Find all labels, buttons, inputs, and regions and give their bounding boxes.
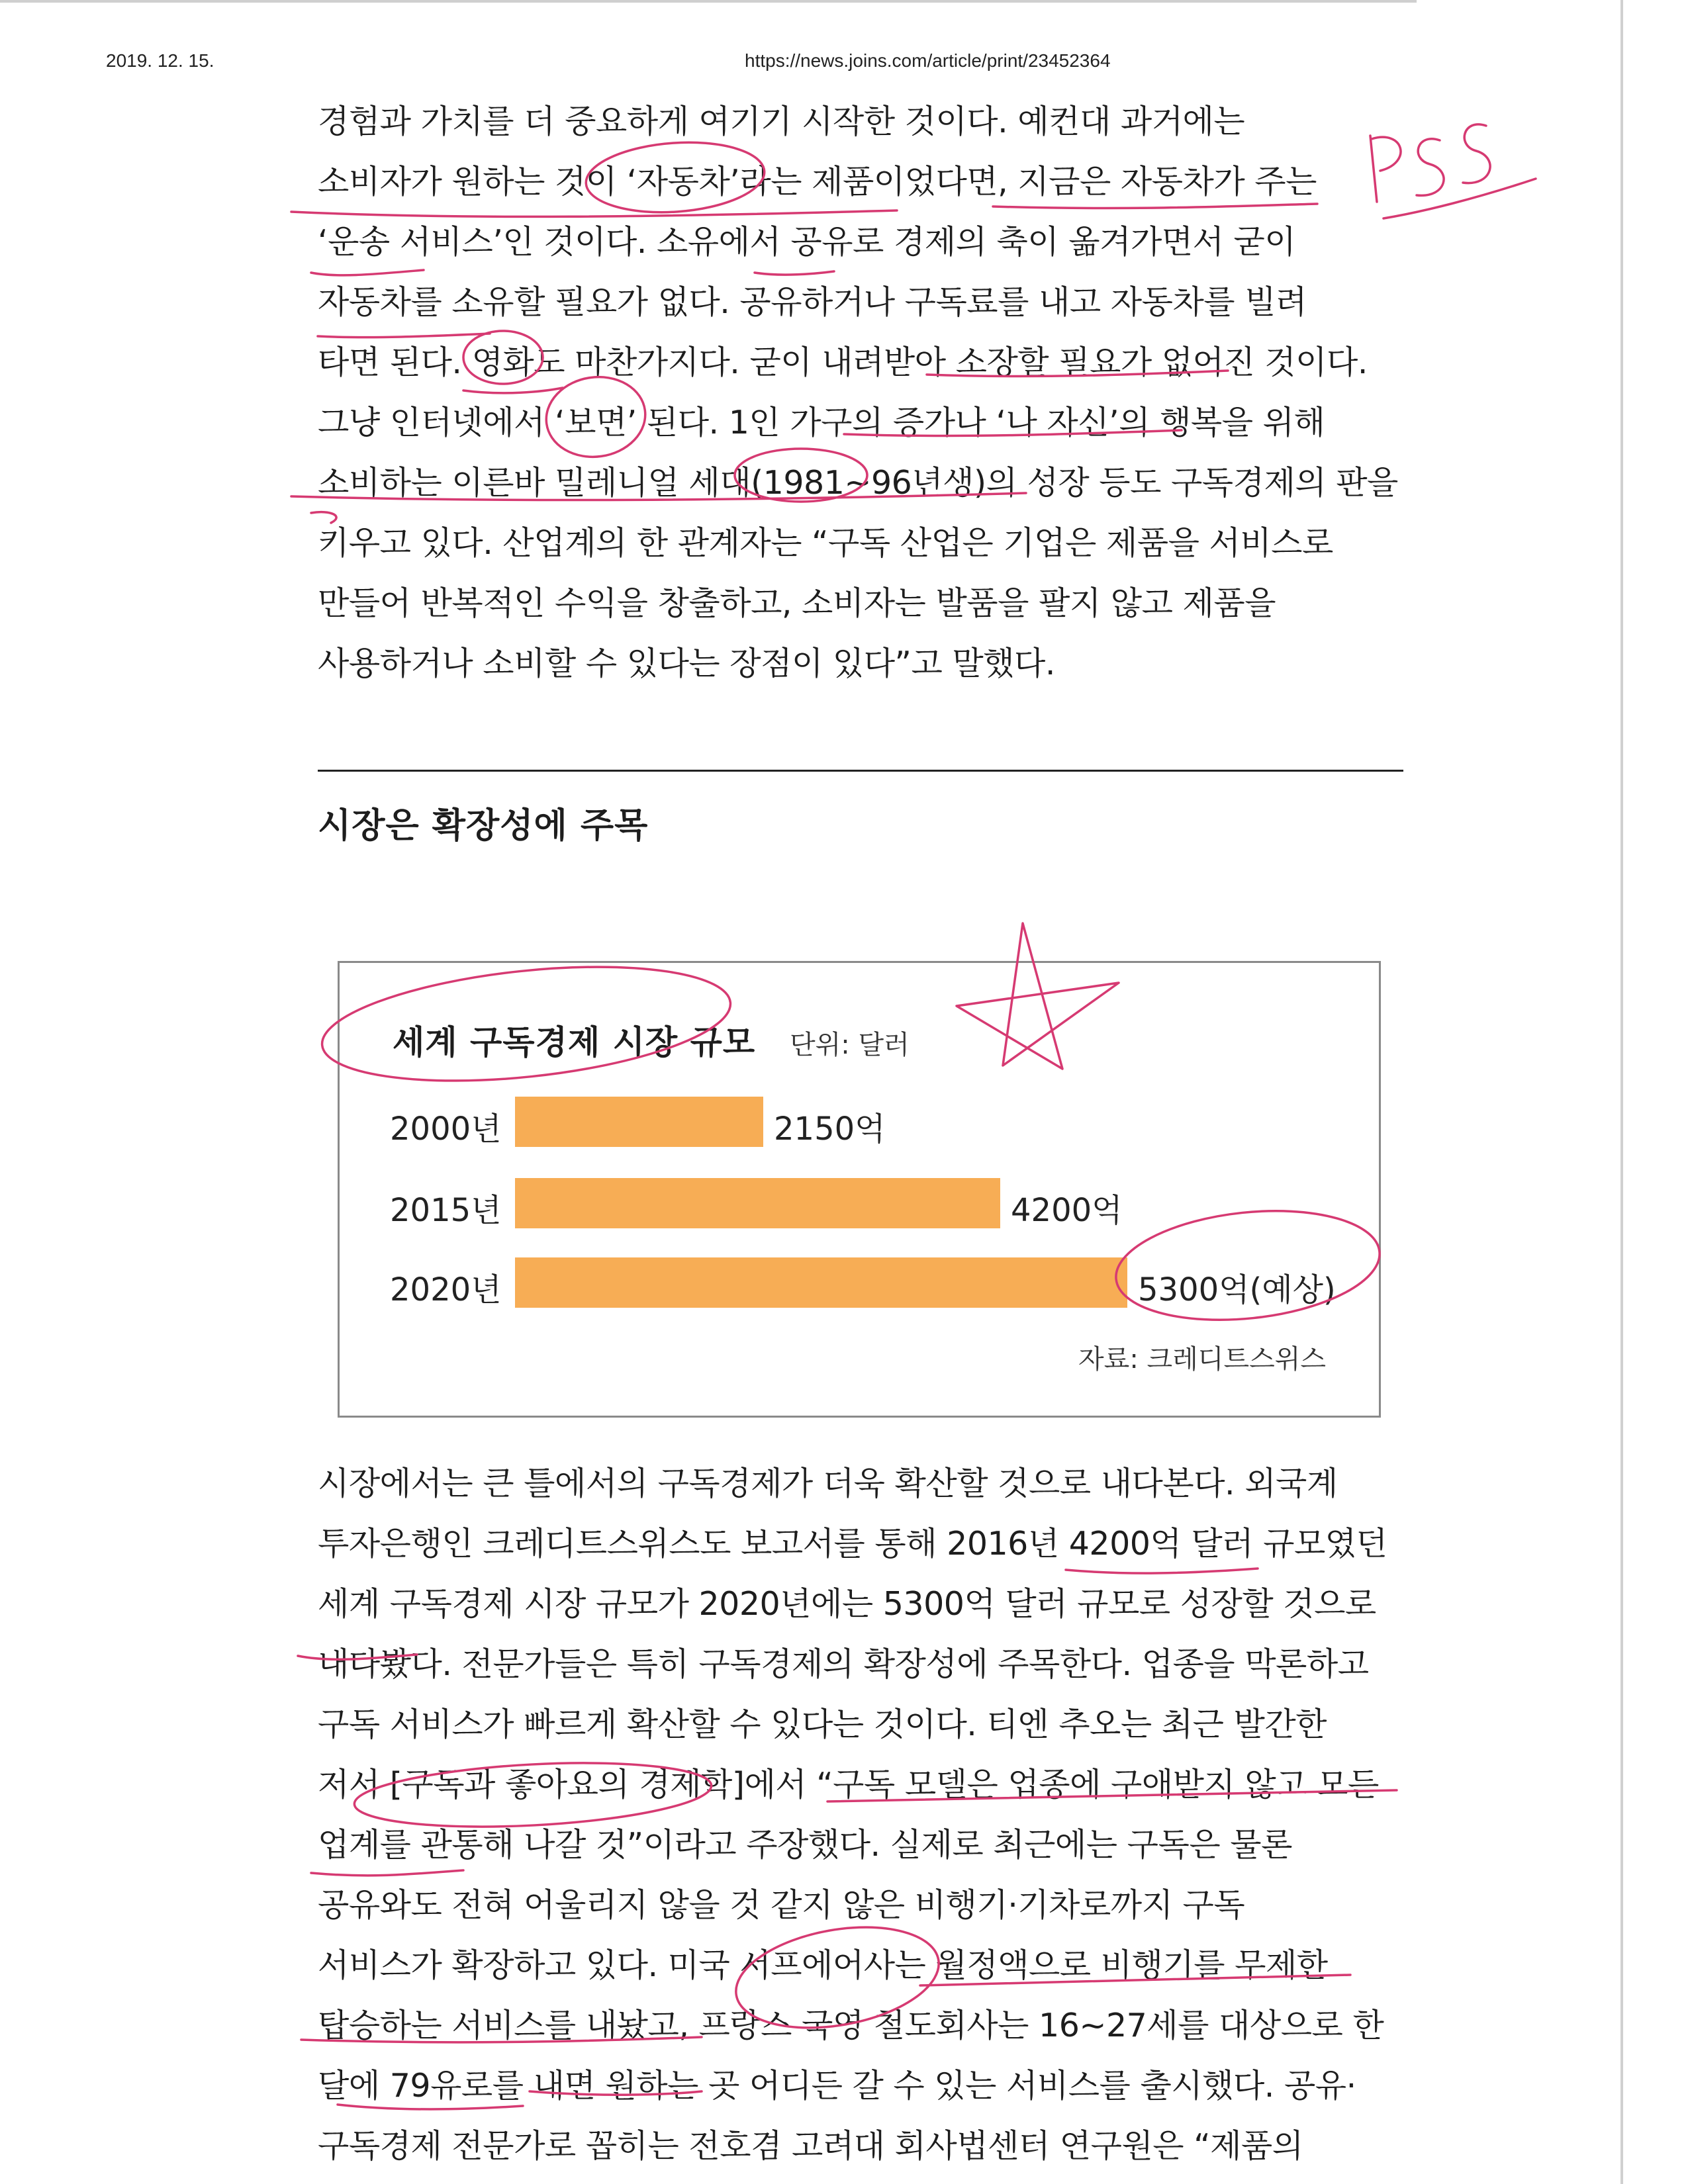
paragraph-line: 키우고 있다. 산업계의 한 관계자는 “구독 산업은 기업은 제품을 서비스로 bbox=[318, 524, 1333, 562]
bar-category-label: 2015년 bbox=[390, 1192, 502, 1229]
paragraph-line: 구독 서비스가 빠르게 확산할 수 있다는 것이다. 티엔 추오는 최근 발간한 bbox=[318, 1706, 1327, 1743]
bar-category-label: 2000년 bbox=[390, 1111, 502, 1148]
paragraph-line: 소비자가 원하는 것이 ‘자동차’라는 제품이었다면, 지금은 자동차가 주는 bbox=[318, 163, 1317, 201]
paragraph-line: 서비스가 확장하고 있다. 미국 서프에어사는 월정액으로 비행기를 무제한 bbox=[318, 1946, 1328, 1984]
paragraph-line: 업계를 관통해 나갈 것”이라고 주장했다. 실제로 최근에는 구독은 물론 bbox=[318, 1826, 1292, 1864]
article-paragraph-2 bbox=[318, 1453, 1403, 2176]
paragraph-line: 만들어 반복적인 수익을 창출하고, 소비자는 발품을 팔지 않고 제품을 bbox=[318, 584, 1276, 622]
paragraph-line: 시장에서는 큰 틀에서의 구독경제가 더욱 확산할 것으로 내다본다. 외국계 bbox=[318, 1465, 1338, 1502]
print-date: 2019. 12. 15. bbox=[106, 50, 214, 71]
paragraph-line: ‘운송 서비스’인 것이다. 소유에서 공유로 경제의 축이 옮겨가면서 굳이 bbox=[318, 223, 1296, 261]
scan-edge-top bbox=[0, 0, 1417, 3]
paragraph-line: 그냥 인터넷에서 ‘보면’ 된다. 1인 가구의 증가나 ‘나 자신’의 행복을 위해 bbox=[318, 404, 1325, 441]
bar-row-2000 bbox=[340, 1097, 1379, 1150]
figure-title: 세계 구독경제 시장 규모 bbox=[393, 1023, 756, 1062]
paragraph-line: 사용하거나 소비할 수 있다는 장점이 있다”고 말했다. bbox=[318, 645, 1055, 682]
bar-2000 bbox=[515, 1097, 763, 1147]
paragraph-line: 저서 [구독과 좋아요의 경제학]에서 “구독 모델은 업종에 구애받지 않고 모든 bbox=[318, 1766, 1379, 1803]
paragraph-line: 공유와도 전혀 어울리지 않을 것 같지 않은 비행기·기차로까지 구독 bbox=[318, 1886, 1245, 1924]
paragraph-line: 투자은행인 크레디트스위스도 보고서를 통해 2016년 4200억 달러 규모였던 bbox=[318, 1525, 1387, 1563]
paragraph-line: 자동차를 소유할 필요가 없다. 공유하거나 구독료를 내고 자동차를 빌려 bbox=[318, 283, 1307, 321]
section-divider bbox=[318, 770, 1403, 772]
bar-value-label: 4200억 bbox=[1011, 1192, 1123, 1229]
paragraph-line: 소비하는 이른바 밀레니얼 세대(1981~96년생)의 성장 등도 구독경제의 판을 bbox=[318, 464, 1398, 502]
paragraph-line: 구독경제 전문가로 꼽히는 전호겸 고려대 회사법센터 연구원은 “제품의 bbox=[318, 2127, 1303, 2165]
bar-value-label: 5300억(예상) bbox=[1138, 1271, 1336, 1308]
bar-row-2015 bbox=[340, 1178, 1379, 1231]
bar-row-2020 bbox=[340, 1257, 1379, 1310]
paragraph-line: 세계 구독경제 시장 규모가 2020년에는 5300억 달러 규모로 성장할 것으로 bbox=[318, 1585, 1376, 1623]
scan-edge-right bbox=[1620, 0, 1623, 2184]
bar-category-label: 2020년 bbox=[390, 1271, 502, 1308]
figure-unit: 단위: 달러 bbox=[790, 1030, 910, 1060]
bar-value-label: 2150억 bbox=[774, 1111, 886, 1148]
paragraph-line: 경험과 가치를 더 중요하게 여기기 시작한 것이다. 예컨대 과거에는 bbox=[318, 103, 1245, 140]
market-size-figure bbox=[338, 961, 1381, 1418]
section-heading: 시장은 확장성에 주목 bbox=[318, 806, 649, 846]
paragraph-line: 탑승하는 서비스를 내놨고, 프랑스 국영 철도회사는 16~27세를 대상으로 한 bbox=[318, 2007, 1384, 2044]
paragraph-line: 내다봤다. 전문가들은 특히 구독경제의 확장성에 주목한다. 업종을 막론하고 bbox=[318, 1645, 1369, 1683]
print-url: https://news.joins.com/article/print/23452364 bbox=[745, 50, 1111, 71]
figure-source: 자료: 크레디트스위스 bbox=[1078, 1344, 1326, 1375]
article-paragraph-1 bbox=[318, 91, 1403, 694]
paragraph-line: 타면 된다. 영화도 마찬가지다. 굳이 내려받아 소장할 필요가 없어진 것이다. bbox=[318, 343, 1368, 381]
bar-2020 bbox=[515, 1257, 1127, 1308]
paragraph-line: 달에 79유로를 내면 원하는 곳 어디든 갈 수 있는 서비스를 출시했다. 공유· bbox=[318, 2067, 1356, 2105]
bar-2015 bbox=[515, 1178, 1000, 1228]
